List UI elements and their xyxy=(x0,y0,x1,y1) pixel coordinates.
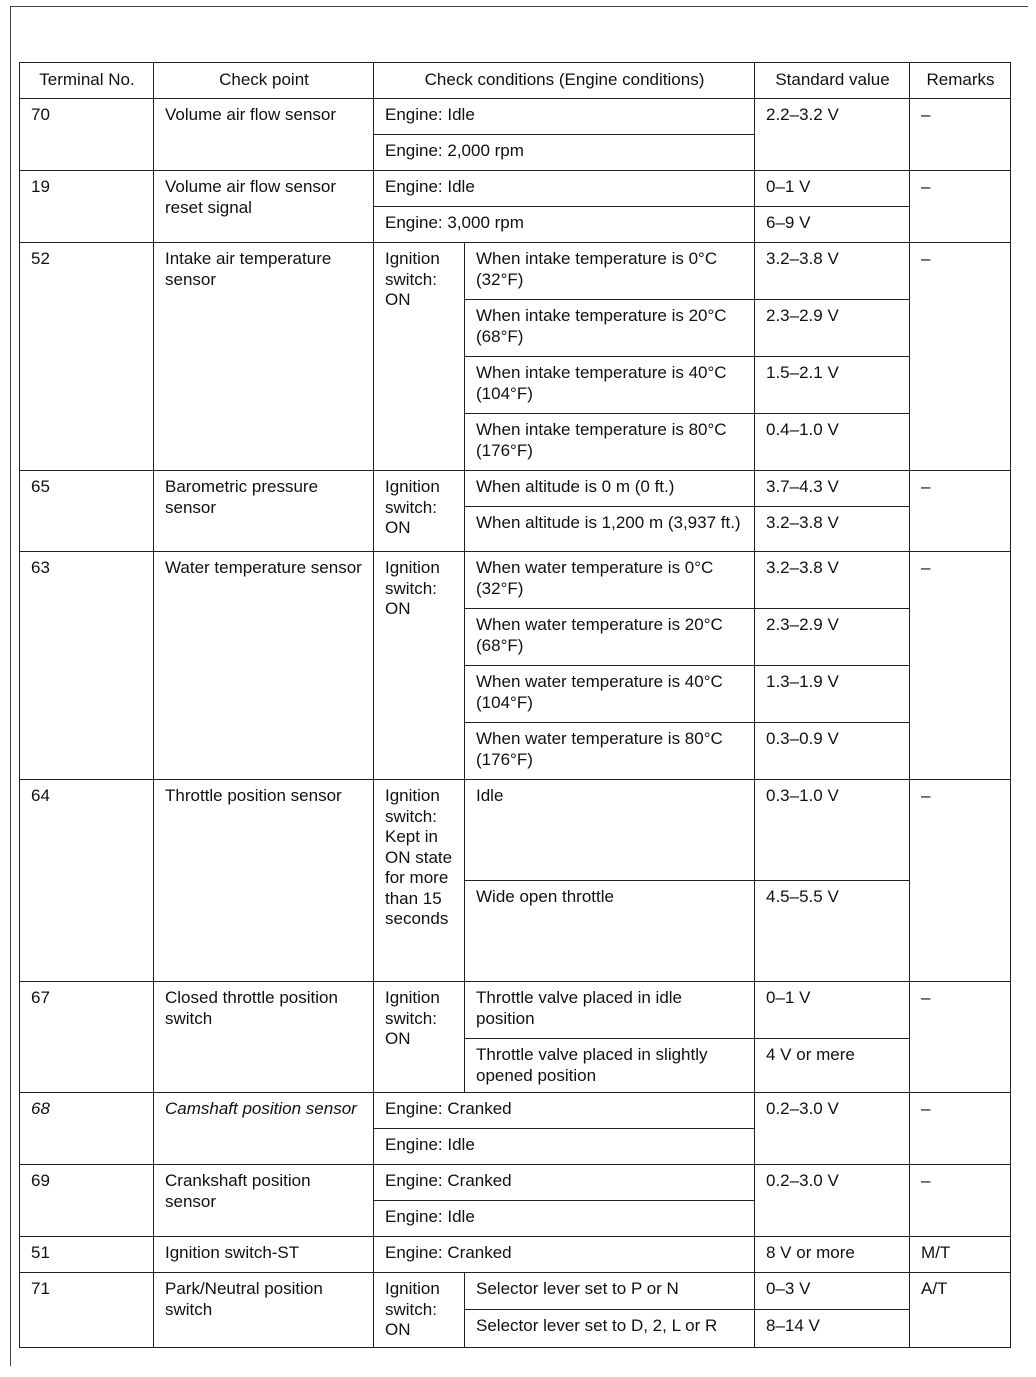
standard-value-cell: 0.2–3.0 V xyxy=(755,1093,910,1165)
remarks-cell: – xyxy=(910,1093,1011,1165)
remarks-cell: – xyxy=(910,982,1011,1093)
condition-cell: Idle xyxy=(465,780,755,881)
condition-cell: Engine: Idle xyxy=(374,99,755,135)
terminal-cell: 63 xyxy=(20,552,154,780)
standard-value-cell: 3.2–3.8 V xyxy=(755,552,910,609)
check-point-cell: Camshaft position sensor xyxy=(154,1093,374,1165)
standard-value-cell: 0–1 V xyxy=(755,982,910,1039)
condition-cell: Selector lever set to D, 2, L or R xyxy=(465,1310,755,1347)
table-row xyxy=(20,1165,1011,1201)
remarks-cell: – xyxy=(910,780,1011,982)
condition-cell: When intake temperature is 0°C (32°F) xyxy=(465,243,755,300)
standard-value-cell: 2.3–2.9 V xyxy=(755,609,910,666)
standard-value-cell: 2.3–2.9 V xyxy=(755,300,910,357)
terminal-cell: 68 xyxy=(20,1093,154,1165)
table-row xyxy=(20,1093,1011,1129)
condition-cell: When altitude is 0 m (0 ft.) xyxy=(465,471,755,507)
standard-value-cell: 1.5–2.1 V xyxy=(755,357,910,414)
table-row xyxy=(20,780,1011,881)
table-row xyxy=(20,1273,1011,1310)
standard-value-cell: 0.3–1.0 V xyxy=(755,780,910,881)
condition-cell: When water temperature is 0°C (32°F) xyxy=(465,552,755,609)
header-row xyxy=(20,63,1011,99)
condition-cell: Wide open throttle xyxy=(465,881,755,982)
check-point-cell: Crankshaft position sensor xyxy=(154,1165,374,1237)
remarks-cell: – xyxy=(910,243,1011,471)
remarks-cell: – xyxy=(910,471,1011,552)
ignition-condition-cell: Ignition switch: ON xyxy=(374,243,465,471)
standard-value-cell: 6–9 V xyxy=(755,207,910,243)
remarks-cell: – xyxy=(910,552,1011,780)
standard-value-cell: 4 V or mere xyxy=(755,1039,910,1093)
standard-value-cell: 0–1 V xyxy=(755,171,910,207)
condition-cell: Selector lever set to P or N xyxy=(465,1273,755,1310)
terminal-cell: 69 xyxy=(20,1165,154,1237)
standard-value-cell: 2.2–3.2 V xyxy=(755,99,910,171)
condition-cell: Engine: Cranked xyxy=(374,1237,755,1273)
standard-value-cell: 0–3 V xyxy=(755,1273,910,1310)
header-check-conditions: Check conditions (Engine conditions) xyxy=(374,63,755,99)
standard-value-cell: 8 V or more xyxy=(755,1237,910,1273)
ignition-condition-cell: Ignition switch: ON xyxy=(374,1273,465,1348)
standard-value-cell: 3.7–4.3 V xyxy=(755,471,910,507)
table-row xyxy=(20,99,1011,135)
terminal-cell: 65 xyxy=(20,471,154,552)
remarks-cell: – xyxy=(910,171,1011,243)
standard-value-cell: 0.2–3.0 V xyxy=(755,1165,910,1237)
table-row xyxy=(20,243,1011,300)
standard-value-cell: 4.5–5.5 V xyxy=(755,881,910,982)
terminal-cell: 51 xyxy=(20,1237,154,1273)
terminal-cell: 52 xyxy=(20,243,154,471)
check-point-cell: Throttle position sensor xyxy=(154,780,374,982)
ignition-condition-cell: Ignition switch: ON xyxy=(374,552,465,780)
standard-value-cell: 8–14 V xyxy=(755,1310,910,1347)
check-point-cell: Volume air flow sensor xyxy=(154,99,374,171)
condition-cell: Engine: Cranked xyxy=(374,1165,755,1201)
table-row xyxy=(20,982,1011,1039)
condition-cell: When altitude is 1,200 m (3,937 ft.) xyxy=(465,507,755,552)
condition-cell: Throttle valve placed in slightly opened position xyxy=(465,1039,755,1093)
terminal-cell: 67 xyxy=(20,982,154,1093)
remarks-cell: A/T xyxy=(910,1273,1011,1348)
table-row xyxy=(20,1237,1011,1273)
terminal-cell: 70 xyxy=(20,99,154,171)
condition-cell: When intake temperature is 80°C (176°F) xyxy=(465,414,755,471)
remarks-cell: – xyxy=(910,99,1011,171)
header-standard-value: Standard value xyxy=(755,63,910,99)
terminal-cell: 71 xyxy=(20,1273,154,1348)
check-point-cell: Closed throttle position switch xyxy=(154,982,374,1093)
ignition-condition-cell: Ignition switch: Kept in ON state for more than 15 seconds xyxy=(374,780,465,982)
standard-value-cell: 0.4–1.0 V xyxy=(755,414,910,471)
ignition-condition-cell: Ignition switch: ON xyxy=(374,982,465,1093)
table-row xyxy=(20,471,1011,507)
condition-cell: When intake temperature is 20°C (68°F) xyxy=(465,300,755,357)
table-row xyxy=(20,171,1011,207)
header-remarks: Remarks xyxy=(910,63,1011,99)
check-point-cell: Ignition switch-ST xyxy=(154,1237,374,1273)
terminal-cell: 19 xyxy=(20,171,154,243)
condition-cell: Engine: 3,000 rpm xyxy=(374,207,755,243)
header-check-point: Check point xyxy=(154,63,374,99)
remarks-cell: – xyxy=(910,1165,1011,1237)
condition-cell: When intake temperature is 40°C (104°F) xyxy=(465,357,755,414)
check-point-cell: Park/Neutral position switch xyxy=(154,1273,374,1348)
condition-cell: When water temperature is 80°C (176°F) xyxy=(465,723,755,780)
check-point-cell: Volume air flow sensor reset signal xyxy=(154,171,374,243)
standard-value-cell: 3.2–3.8 V xyxy=(755,507,910,552)
standard-value-cell: 3.2–3.8 V xyxy=(755,243,910,300)
condition-cell: Engine: Idle xyxy=(374,1201,755,1237)
condition-cell: Engine: 2,000 rpm xyxy=(374,135,755,171)
table-row xyxy=(20,552,1011,609)
check-table xyxy=(19,62,1011,1348)
condition-cell: Throttle valve placed in idle position xyxy=(465,982,755,1039)
condition-cell: Engine: Idle xyxy=(374,1129,755,1165)
check-point-cell: Barometric pressure sensor xyxy=(154,471,374,552)
remarks-cell: M/T xyxy=(910,1237,1011,1273)
condition-cell: Engine: Cranked xyxy=(374,1093,755,1129)
condition-cell: When water temperature is 40°C (104°F) xyxy=(465,666,755,723)
standard-value-cell: 1.3–1.9 V xyxy=(755,666,910,723)
check-point-cell: Intake air temperature sensor xyxy=(154,243,374,471)
header-terminal: Terminal No. xyxy=(20,63,154,99)
ignition-condition-cell: Ignition switch: ON xyxy=(374,471,465,552)
terminal-cell: 64 xyxy=(20,780,154,982)
standard-value-cell: 0.3–0.9 V xyxy=(755,723,910,780)
check-point-cell: Water temperature sensor xyxy=(154,552,374,780)
condition-cell: Engine: Idle xyxy=(374,171,755,207)
condition-cell: When water temperature is 20°C (68°F) xyxy=(465,609,755,666)
